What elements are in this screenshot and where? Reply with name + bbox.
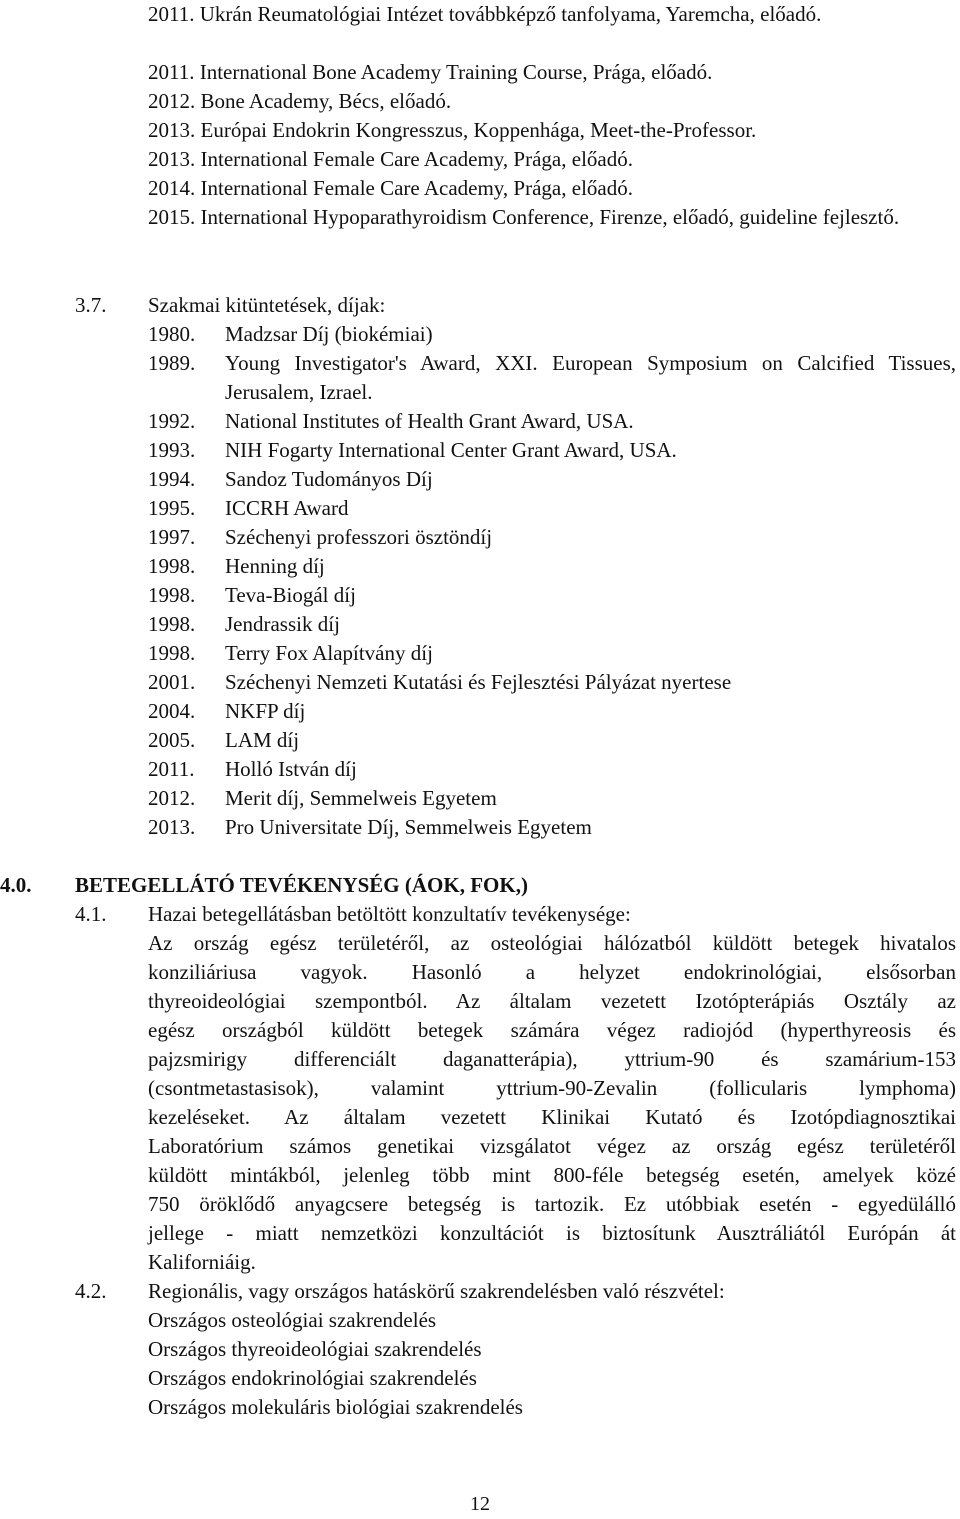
award-year: 2005. — [148, 728, 196, 752]
paragraph-line: 750 öröklődő anyagcsere betegség is tartozik. Ez utóbbiak esetén - egyedülálló — [148, 1192, 956, 1216]
award-year: 1998. — [148, 583, 196, 607]
talk-item: 2011. Ukrán Reumatológiai Intézet továbbképző tanfolyama, Yaremcha, előadó. — [148, 2, 822, 26]
award-text: ICCRH Award — [225, 496, 349, 520]
award-item — [148, 407, 956, 436]
award-text: Széchenyi professzori ösztöndíj — [225, 525, 493, 549]
paragraph-line: egész országból küldött betegek számára végez radiojód (hyperthyreosis és — [148, 1018, 956, 1042]
paragraph-line: pajzsmirigy differenciált daganatterápia), yttrium-90 és szamárium-153 — [148, 1047, 956, 1071]
paragraph-line: Kaliforniáig. — [148, 1250, 256, 1274]
award-item — [148, 523, 956, 552]
award-text: Henning díj — [225, 554, 325, 578]
section-heading-title: BETEGELLÁTÓ TEVÉKENYSÉG (ÁOK, FOK,) — [75, 873, 528, 897]
award-text: Sandoz Tudományos Díj — [225, 467, 433, 491]
award-year: 1998. — [148, 641, 196, 665]
subsection-number: 4.2. — [75, 1279, 107, 1303]
award-year: 2004. — [148, 699, 196, 723]
section-number: 3.7. — [75, 293, 107, 317]
paragraph-line: thyreoideológiai szempontból. Az általam vezetett Izotópterápiás Osztály az — [148, 989, 956, 1013]
award-year: 2013. — [148, 815, 196, 839]
paragraph-line: küldött mintákból, jelenleg több mint 800-féle betegség esetén, amelyek közé — [148, 1163, 956, 1187]
award-text: Teva-Biogál díj — [225, 583, 356, 607]
talk-item: 2011. International Bone Academy Training Course, Prága, előadó. — [148, 60, 713, 84]
award-item — [148, 581, 956, 610]
award-text: Terry Fox Alapítvány díj — [225, 641, 433, 665]
award-item — [148, 494, 956, 523]
award-text: NKFP díj — [225, 699, 306, 723]
clinic-item: Országos endokrinológiai szakrendelés — [148, 1366, 477, 1390]
award-year: 1995. — [148, 496, 196, 520]
clinic-list — [148, 1306, 523, 1422]
award-year: 1994. — [148, 467, 196, 491]
award-text: NIH Fogarty International Center Grant Award, USA. — [225, 438, 677, 462]
paragraph-line: (csontmetastasisok), valamint yttrium-90-Zevalin (follicularis lymphoma) — [148, 1076, 956, 1100]
paragraph-line: kezeléseket. Az általam vezetett Klinikai Kutató és Izotópdiagnosztikai — [148, 1105, 956, 1129]
page-number: 12 — [470, 1493, 490, 1515]
award-year: 1997. — [148, 525, 196, 549]
award-year: 1992. — [148, 409, 196, 433]
subsection-number: 4.1. — [75, 902, 107, 926]
section-heading-number: 4.0. — [0, 873, 32, 897]
consultation-paragraph — [148, 929, 956, 1277]
paragraph-line: Laboratórium számos genetikai vizsgálatot végez az ország egész területéről — [148, 1134, 956, 1158]
award-text: Madzsar Díj (biokémiai) — [225, 322, 433, 346]
award-item — [148, 639, 956, 668]
paragraph-line: jellege - miatt nemzetközi konzultációt is biztosítunk Ausztráliától Európán át — [148, 1221, 956, 1245]
award-year: 1998. — [148, 612, 196, 636]
talk-item: 2013. International Female Care Academy, Prága, előadó. — [148, 147, 633, 171]
award-text: Young Investigator's Award, XXI. European Symposium on Calcified Tissues, Jerusalem, Izrael. — [225, 351, 956, 404]
award-year: 2011. — [148, 757, 195, 781]
award-year: 1980. — [148, 322, 196, 346]
subsection-title: Hazai betegellátásban betöltött konzultatív tevékenysége: — [148, 902, 631, 926]
talk-item: 2012. Bone Academy, Bécs, előadó. — [148, 89, 452, 113]
subsection-title: Regionális, vagy országos hatáskörű szakrendelésben való részvétel: — [148, 1279, 725, 1303]
awards-list — [148, 320, 956, 842]
award-text: National Institutes of Health Grant Award, USA. — [225, 409, 634, 433]
award-item — [148, 755, 956, 784]
award-year: 1998. — [148, 554, 196, 578]
award-item — [148, 349, 956, 407]
clinic-item: Országos thyreoideológiai szakrendelés — [148, 1337, 482, 1361]
award-item — [148, 784, 956, 813]
talk-item: 2014. International Female Care Academy, Prága, előadó. — [148, 176, 633, 200]
clinic-item: Országos osteológiai szakrendelés — [148, 1308, 437, 1332]
award-item — [148, 465, 956, 494]
award-item — [148, 726, 956, 755]
award-year: 1989. — [148, 351, 196, 375]
section-title: Szakmai kitüntetések, díjak: — [148, 293, 386, 317]
award-item — [148, 320, 956, 349]
award-item — [148, 668, 956, 697]
award-item — [148, 552, 956, 581]
award-year: 2001. — [148, 670, 196, 694]
award-year: 1993. — [148, 438, 196, 462]
award-text: Széchenyi Nemzeti Kutatási és Fejlesztési Pályázat nyertese — [225, 670, 732, 694]
award-item — [148, 436, 956, 465]
award-text: Merit díj, Semmelweis Egyetem — [225, 786, 497, 810]
award-item — [148, 610, 956, 639]
clinic-item: Országos molekuláris biológiai szakrendelés — [148, 1395, 523, 1419]
talk-item: 2015. International Hypoparathyroidism Conference, Firenze, előadó, guideline fejlesztő. — [148, 205, 900, 229]
award-item — [148, 813, 956, 842]
talk-item: 2013. Európai Endokrin Kongresszus, Koppenhága, Meet-the-Professor. — [148, 118, 757, 142]
award-text: Holló István díj — [225, 757, 357, 781]
award-text: Pro Universitate Díj, Semmelweis Egyetem — [225, 815, 592, 839]
paragraph-line: konziliáriusa vagyok. Hasonló a helyzet endokrinológiai, elsősorban — [148, 960, 956, 984]
award-text: Jendrassik díj — [225, 612, 340, 636]
paragraph-line: Az ország egész területéről, az osteológiai hálózatból küldött betegek hivatalos — [148, 931, 956, 955]
award-item — [148, 697, 956, 726]
award-year: 2012. — [148, 786, 196, 810]
award-text: LAM díj — [225, 728, 300, 752]
